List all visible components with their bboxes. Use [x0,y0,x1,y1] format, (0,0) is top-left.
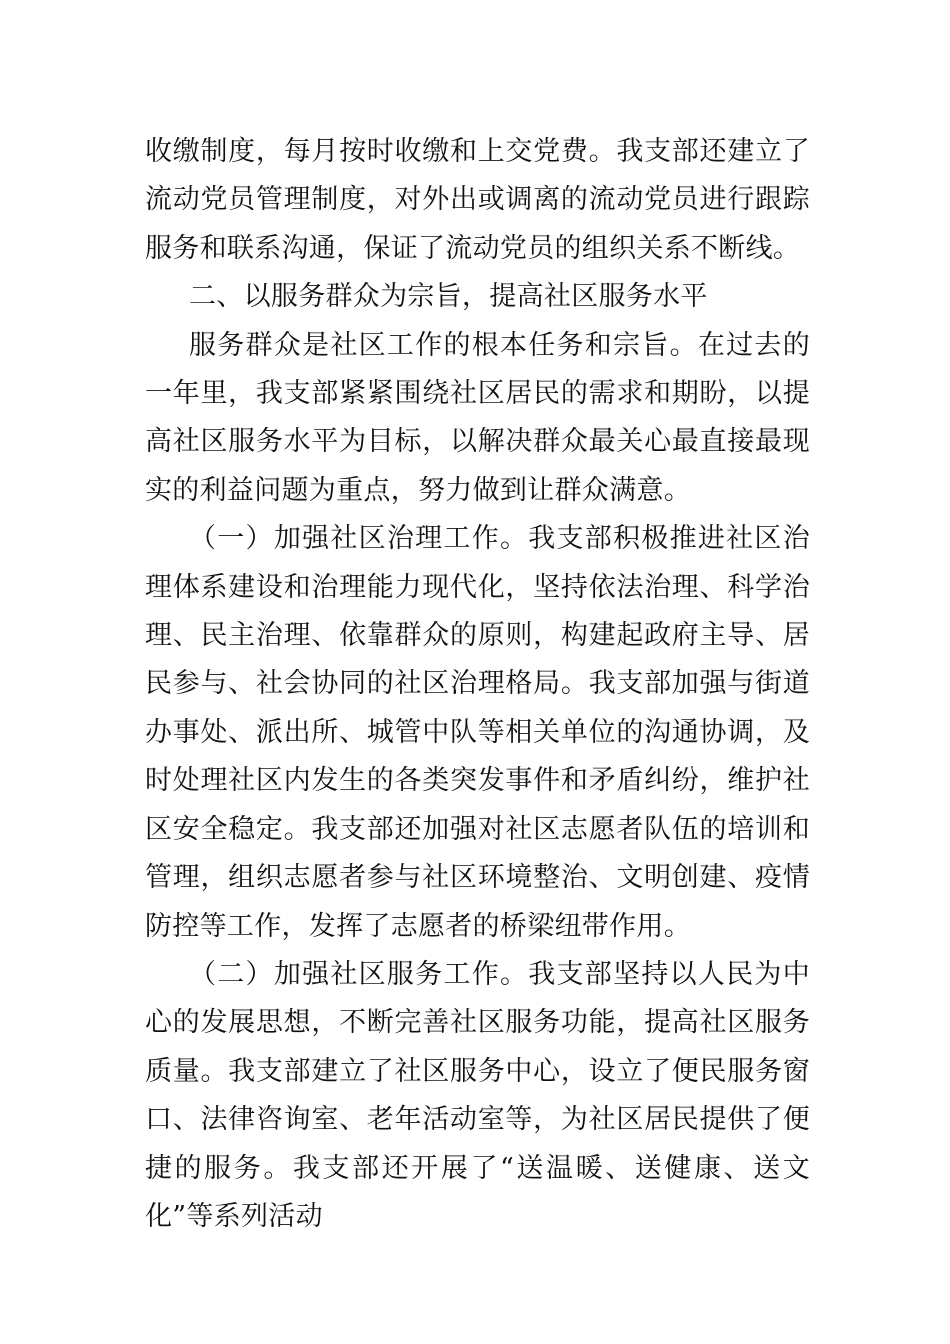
paragraph-service-work: （二）加强社区服务工作。我支部坚持以人民为中心的发展思想，不断完善社区服务功能，提高社区服务质量。我支部建立了社区服务中心，设立了便民服务窗口、法律咨询室、老年活动室等，为社区居民提供了便捷的服务。我支部还开展了“送温暖、送健康、送文化”等系列活动 [145,958,810,1232]
paragraph-service-intro: 服务群众是社区工作的根本任务和宗旨。在过去的一年里，我支部紧紧围绕社区居民的需求和期盼，以提高社区服务水平为目标，以解决群众最关心最直接最现实的利益问题为重点，努力做到让群众满意。 [145,329,810,506]
paragraph-governance: （一）加强社区治理工作。我支部积极推进社区治理体系建设和治理能力现代化，坚持依法治理、科学治理、民主治理、依靠群众的原则，构建起政府主导、居民参与、社会协同的社区治理格局。我支部加强与街道办事处、派出所、城管中队等相关单位的沟通协调，及时处理社区内发生的各类突发事件和矛盾纠纷，维护社区安全稳定。我支部还加强对社区志愿者队伍的培训和管理，组织志愿者参与社区环境整治、文明创建、疫情防控等工作，发挥了志愿者的桥梁纽带作用。 [145,523,810,942]
document-body [145,128,810,1241]
paragraph-continuation: 收缴制度，每月按时收缴和上交党费。我支部还建立了流动党员管理制度，对外出或调离的流动党员进行跟踪服务和联系沟通，保证了流动党员的组织关系不断线。 [145,136,810,264]
section-heading: 二、以服务群众为宗旨，提高社区服务水平 [189,281,708,313]
